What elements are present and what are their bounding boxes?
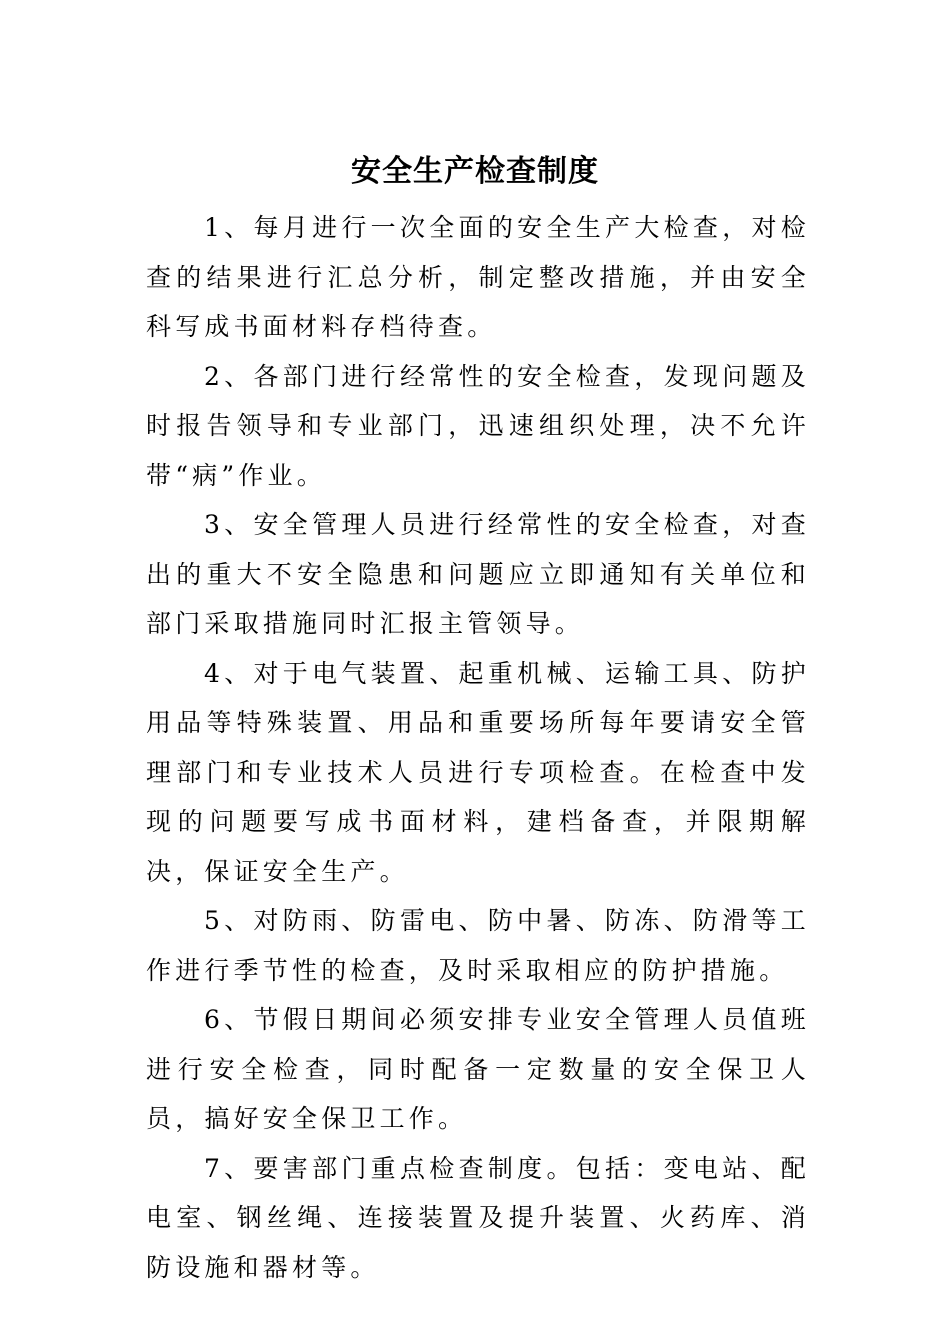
paragraph-1: 1、每月进行一次全面的安全生产大检查，对检查的结果进行汇总分析，制定整改措施，并由安全科写成书面材料存档待查。 [146,213,810,341]
paragraph-3: 3、安全管理人员进行经常性的安全检查，对查出的重大不安全隐患和问题应立即通知有关单位和部门采取措施同时汇报主管领导。 [146,510,810,638]
paragraph-5: 5、对防雨、防雷电、防中暑、防冻、防滑等工作进行季节性的检查，及时采取相应的防护措施。 [146,906,810,985]
paragraph-4: 4、对于电气装置、起重机械、运输工具、防护用品等特殊装置、用品和重要场所每年要请安全管理部门和专业技术人员进行专项检查。在检查中发现的问题要写成书面材料，建档备查，并限期解决，保证安全生产。 [146,658,810,886]
document-title: 安全生产检查制度 [351,154,599,190]
document-body [146,203,810,1292]
paragraph-7: 7、要害部门重点检查制度。包括：变电站、配电室、钢丝绳、连接装置及提升装置、火药库、消防设施和器材等。 [146,1153,810,1282]
paragraph-6: 6、节假日期间必须安排专业安全管理人员值班进行安全检查，同时配备一定数量的安全保卫人员，搞好安全保卫工作。 [146,1005,810,1133]
paragraph-2: 2、各部门进行经常性的安全检查，发现问题及时报告领导和专业部门，迅速组织处理，决不允许带“病”作业。 [146,361,810,490]
